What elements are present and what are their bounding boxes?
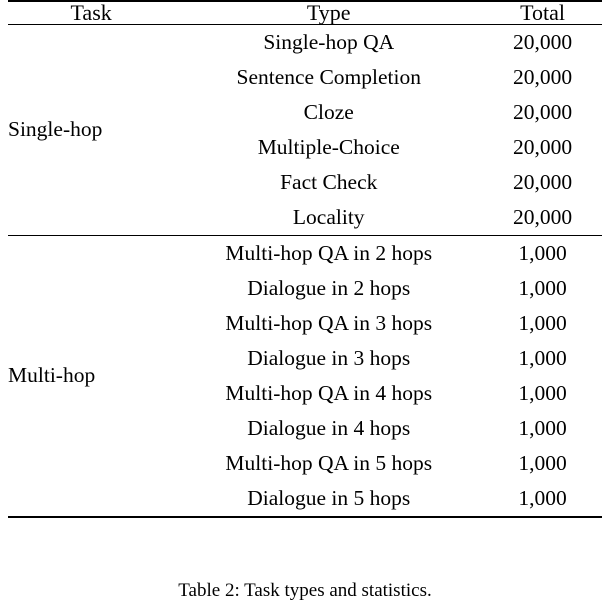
table-row (8, 236, 602, 272)
group-label-single-hop: Single-hop (8, 25, 174, 236)
cell-total: 20,000 (513, 64, 573, 89)
table-row (8, 25, 602, 61)
column-header-total: Total (520, 0, 566, 25)
cell-total: 1,000 (518, 450, 567, 475)
cell-type: Dialogue in 3 hops (247, 345, 411, 370)
cell-type: Locality (292, 204, 365, 229)
cell-type: Multi-hop QA in 5 hops (225, 450, 433, 475)
task-statistics-table (8, 0, 602, 518)
cell-type: Sentence Completion (236, 64, 421, 89)
cell-type: Multi-hop QA in 3 hops (225, 310, 433, 335)
cell-total: 1,000 (518, 380, 567, 405)
cell-total: 20,000 (513, 169, 573, 194)
cell-total: 1,000 (483, 236, 602, 272)
table-caption: Table 2: Task types and statistics. (178, 580, 432, 601)
cell-total: 20,000 (513, 204, 573, 229)
cell-type: Multiple-Choice (257, 134, 400, 159)
cell-type: Single-hop QA (174, 25, 483, 61)
cell-total: 1,000 (518, 310, 567, 335)
cell-type: Cloze (303, 99, 354, 124)
cell-total: 1,000 (518, 485, 567, 510)
table-body (8, 25, 602, 518)
cell-total: 1,000 (518, 275, 567, 300)
group-label-multi-hop: Multi-hop (8, 236, 174, 518)
cell-total: 20,000 (513, 134, 573, 159)
cell-type: Fact Check (280, 169, 378, 194)
table-header (8, 1, 602, 25)
cell-type: Multi-hop QA in 4 hops (225, 380, 433, 405)
column-header-type: Type (306, 0, 351, 25)
cell-total: 1,000 (518, 415, 567, 440)
cell-type: Dialogue in 2 hops (247, 275, 411, 300)
cell-type: Multi-hop QA in 2 hops (174, 236, 483, 272)
cell-total: 20,000 (483, 25, 602, 61)
cell-type: Dialogue in 4 hops (247, 415, 411, 440)
cell-type: Dialogue in 5 hops (247, 485, 411, 510)
cell-total: 20,000 (513, 99, 573, 124)
table-header-row (8, 1, 602, 25)
column-header-task: Task (70, 0, 112, 25)
cell-total: 1,000 (518, 345, 567, 370)
